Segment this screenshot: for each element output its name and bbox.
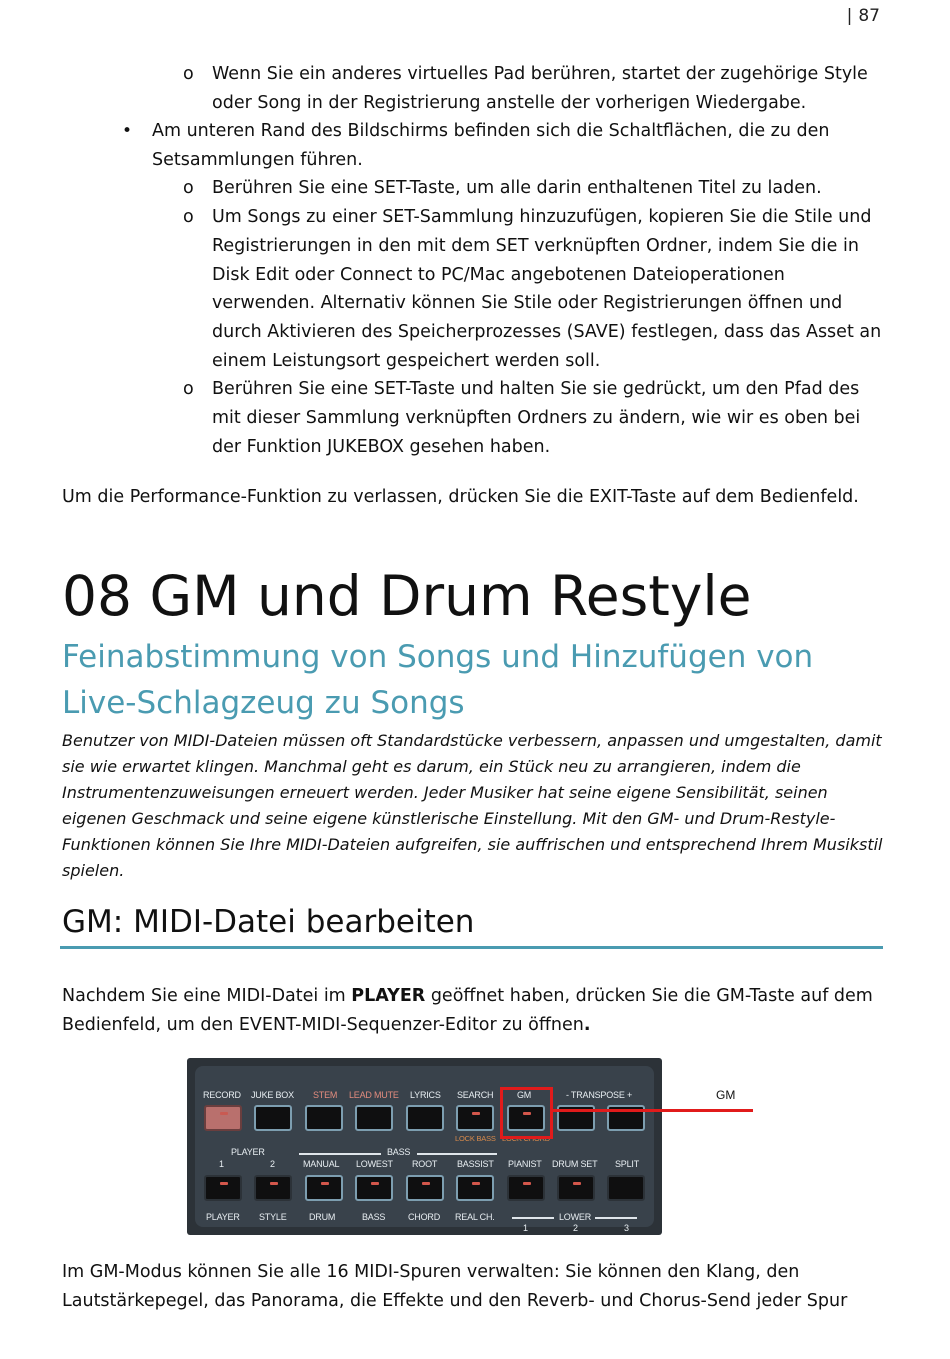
list-marker: o — [183, 64, 194, 84]
led-indicator — [422, 1182, 430, 1185]
list-marker: o — [183, 178, 194, 198]
player-1-label: 1 — [219, 1159, 224, 1169]
player-2-button — [254, 1175, 292, 1201]
led-indicator — [321, 1182, 329, 1185]
manual-button — [305, 1175, 343, 1201]
gm-callout-line — [553, 1109, 753, 1112]
list-item: Berühren Sie eine SET-Taste und halten Sie sie gedrückt, um den Pfad des mit dieser Sammlung verknüpften Ordners zu ändern, wie wir es oben bei der Funktion JUKEBOX gesehen haben. — [212, 379, 861, 457]
chapter-subtitle: Feinabstimmung von Songs und Hinzufügen von Live-Schlagzeug zu Songs — [62, 639, 814, 721]
gm-callout-label: GM — [716, 1088, 736, 1102]
player-2-label: 2 — [270, 1159, 275, 1169]
lower-group-line — [512, 1217, 554, 1219]
record-button — [204, 1105, 242, 1131]
root-label: ROOT — [412, 1159, 438, 1169]
list-marker: o — [183, 379, 194, 399]
led-indicator — [220, 1182, 228, 1185]
search-button — [456, 1105, 494, 1131]
chapter-intro: Benutzer von MIDI-Dateien müssen oft Standardstücke verbessern, anpassen und umgestalten, damit sie wie erwartet klingen. Manchmal geht es darum, ein Stück neu zu arrangieren, indem die Instrumentenzuweisungen erneuert werden. Jeder Musiker hat seine eigene Sensibilität, seinen eigenen Geschmack und seine eigene künstlerische Einstellung. Mit den GM- und Drum-Restyle-Funktionen können Sie Ihre MIDI-Dateien aufgreifen, sie auffrischen und entsprechend Ihrem Musikstil spielen. — [62, 731, 883, 880]
record-label: RECORD — [203, 1090, 241, 1100]
list-item: Wenn Sie ein anderes virtuelles Pad berühren, startet der zugehörige Style oder Song in der Registrierung anstelle der vorherigen Wiedergabe. — [212, 64, 868, 113]
bass-group-line — [417, 1153, 497, 1155]
player-1-button — [204, 1175, 242, 1201]
led-indicator — [220, 1112, 228, 1115]
list-item: Am unteren Rand des Bildschirms befinden sich die Schaltflächen, die zu den Setsammlungen führen. — [152, 121, 830, 170]
lyrics-button — [406, 1105, 444, 1131]
manual-label: MANUAL — [303, 1159, 340, 1169]
search-label: SEARCH — [457, 1090, 494, 1100]
lowest-label: LOWEST — [356, 1159, 393, 1169]
section-paragraph: Im GM-Modus können Sie alle 16 MIDI-Spuren verwalten: Sie können den Klang, den Lautstärkepegel, das Panorama, die Effekte und den Reverb- und Chorus-Send jeder Spur — [62, 1262, 848, 1311]
chapter-title: 08 GM und Drum Restyle — [62, 564, 752, 628]
drum-set-label: DRUM SET — [552, 1159, 598, 1169]
gm-highlight-box — [500, 1087, 553, 1139]
split-label: SPLIT — [615, 1159, 640, 1169]
player-bottom-label: PLAYER — [206, 1212, 240, 1222]
control-panel-image — [187, 1058, 662, 1235]
pianist-label: PIANIST — [508, 1159, 542, 1169]
page-number: | 87 — [846, 6, 880, 26]
list-item: Berühren Sie eine SET-Taste, um alle darin enthaltenen Titel zu laden. — [212, 178, 822, 198]
gm-label: GM — [517, 1090, 532, 1100]
chord-label: CHORD — [408, 1212, 440, 1222]
list-marker: o — [183, 207, 194, 227]
led-indicator — [371, 1182, 379, 1185]
exit-paragraph: Um die Performance-Funktion zu verlassen, drücken Sie die EXIT-Taste auf dem Bedienfeld. — [62, 487, 859, 507]
lower-3-label: 3 — [624, 1223, 629, 1233]
drum-label: DRUM — [309, 1212, 336, 1222]
section-rule — [60, 946, 883, 949]
lowest-button — [355, 1175, 393, 1201]
bassist-button — [456, 1175, 494, 1201]
stem-label: STEM — [313, 1090, 338, 1100]
style-label: STYLE — [259, 1212, 287, 1222]
led-indicator — [573, 1182, 581, 1185]
bullet-marker: • — [122, 121, 133, 141]
lead-mute-label: LEAD MUTE — [349, 1090, 399, 1100]
stem-button — [305, 1105, 343, 1131]
lower-2-label: 2 — [573, 1223, 578, 1233]
list-item: Um Songs zu einer SET-Sammlung hinzuzufügen, kopieren Sie die Stile und Registrierungen in den mit dem SET verknüpften Ordner, indem Sie die in Disk Edit oder Connect to PC/Mac angebotenen Dateioperationen verwenden. Alternativ können Sie Stile oder Registrierungen öffnen und durch Aktivieren des Speicherprozesses (SAVE) festlegen, dass das Asset an einem Leistungsort gespeichert werden soll. — [212, 207, 882, 371]
led-indicator — [472, 1112, 480, 1115]
root-button — [406, 1175, 444, 1201]
jukebox-button — [254, 1105, 292, 1131]
pianist-button — [507, 1175, 545, 1201]
lock-chord-label: LOCK CHORD — [502, 1134, 551, 1143]
led-indicator — [472, 1182, 480, 1185]
bass-label: BASS — [362, 1212, 386, 1222]
real-ch-label: REAL CH. — [455, 1212, 495, 1222]
split-button — [607, 1175, 645, 1201]
led-indicator — [270, 1182, 278, 1185]
lead-mute-button — [355, 1105, 393, 1131]
lyrics-label: LYRICS — [410, 1090, 441, 1100]
drum-set-button — [557, 1175, 595, 1201]
section-title: GM: MIDI-Datei bearbeiten — [62, 904, 475, 940]
bass-group-line — [299, 1153, 381, 1155]
player-group-label: PLAYER — [231, 1147, 265, 1157]
section-paragraph: Nachdem Sie eine MIDI-Datei im PLAYER geöffnet haben, drücken Sie die GM-Taste auf dem Bedienfeld, um den EVENT-MIDI-Sequenzer-Editor zu öffnen. — [62, 986, 873, 1035]
lower-group-line — [595, 1217, 637, 1219]
jukebox-label: JUKE BOX — [251, 1090, 294, 1100]
bass-group-label: BASS — [387, 1147, 411, 1157]
bassist-label: BASSIST — [457, 1159, 494, 1169]
lower-group-label: LOWER — [559, 1212, 592, 1222]
transpose-label: - TRANSPOSE + — [566, 1090, 633, 1100]
led-indicator — [523, 1182, 531, 1185]
lower-1-label: 1 — [523, 1223, 528, 1233]
lock-bass-label: LOCK BASS — [455, 1134, 496, 1143]
